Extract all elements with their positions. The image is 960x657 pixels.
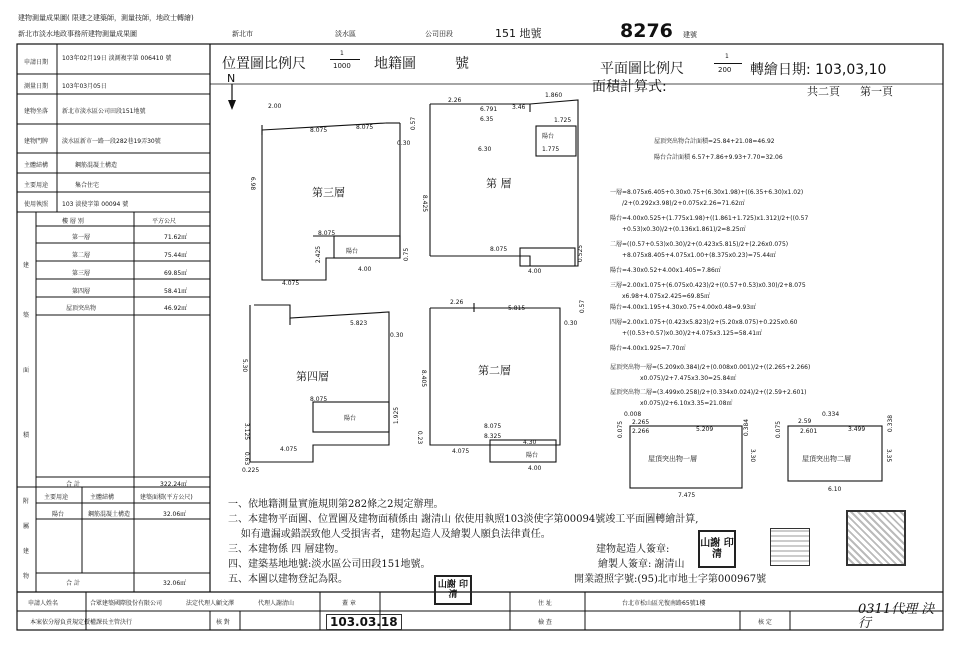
roof-height-2: 3.35 [885, 448, 893, 463]
calc-line: +((0.53+0.57)x0.30)/2+4.075x3.125=58.41㎡ [622, 330, 763, 337]
dim: 0.338 [887, 414, 895, 433]
date-stamp: 103.03.18 [326, 614, 402, 630]
calc-line: x6.98+4.075x2.425=69.85㎡ [622, 293, 711, 300]
check-label: 檢 查 [538, 619, 552, 626]
dim: 4.30 [523, 439, 537, 446]
location-scale-fraction-bar [330, 59, 360, 60]
area-header-floor: 樓 層 別 [62, 218, 84, 225]
dim: 1.925 [393, 406, 401, 425]
section-label-3: 面 [23, 367, 30, 374]
note-3: 三、本建物係 四 層建物。 [228, 544, 345, 555]
calc-line: x0.075)/2+6.10x3.35=21.08㎡ [640, 400, 733, 407]
annex-label-3: 建 [23, 548, 30, 555]
dim: 8.075 [490, 246, 508, 253]
plan-scale-label: 平面圖比例尺 [600, 61, 684, 77]
dim: 5.30 [241, 358, 249, 373]
calc-line: 屋頂突出物一層=(5.209x0.384)/2+(0.008x0.001)/2+((2.265+2.266) [610, 364, 811, 371]
annex-label-1: 附 [23, 498, 30, 505]
dim: 2.26 [448, 97, 462, 104]
calc-line: 屋頂突出物二層=(3.499x0.258)/2+(0.334x0.024)/2+((2.59+2.601) [610, 389, 807, 396]
dim: 0.334 [822, 411, 840, 418]
plan-scale-num: 1 [725, 53, 729, 60]
annex-row-area: 32.06㎡ [163, 511, 187, 518]
calc-line: 陽台=4.30x0.52+4.00x1.405=7.86㎡ [610, 267, 721, 274]
floor-area-roof: 46.92㎡ [164, 305, 188, 312]
section-label-1: 建 [23, 262, 30, 269]
applicant-label: 申請人姓名 [28, 600, 59, 607]
dim: 0.075 [617, 420, 625, 439]
office-authorization: 本案依分層負責規定授權課長主管決行 [30, 619, 133, 626]
dim: 6.35 [480, 116, 494, 123]
annex-total-area: 32.06㎡ [163, 580, 187, 587]
calc-line: +8.075x8.405+4.075x1.00+(8.375x0.23)=75.44㎡ [622, 252, 777, 259]
header-title-line1: 建物測量成果圖( 限建之建築師，測量技師，地政士轉繪) [18, 14, 194, 22]
dim: 6.98 [249, 176, 257, 191]
floor-area-1: 71.62㎡ [164, 234, 188, 241]
floor-label-4: 第四層 [296, 370, 329, 383]
dim: 2.26 [450, 299, 464, 306]
dim: 1.860 [545, 92, 563, 99]
dim: 4.00 [528, 465, 542, 472]
roof-label-1: 屋頂突出物一層 [648, 455, 697, 463]
dim: 0.75 [403, 247, 411, 262]
header-district: 淡水區 [335, 30, 356, 38]
dim: 5.823 [350, 320, 368, 327]
floor-area-4: 58.41㎡ [164, 288, 188, 295]
note-2b: 如有遺漏或錯誤致他人受損害者，建物起造人及繪製人願負法律責任。 [228, 529, 551, 540]
owner-signature-label: 建物起造人簽章: [596, 544, 670, 555]
license-number: 開業證照字號:(95)北市地士字第000967號 [574, 574, 767, 585]
header-lot: 151 地號 [495, 27, 542, 40]
section-label-2: 築 [23, 312, 30, 319]
dim: 0.075 [775, 420, 783, 439]
dim: 8.075 [310, 396, 328, 403]
calc-line: x0.075)/2+7.475x3.30=25.84㎡ [640, 375, 737, 382]
address-label: 住 址 [538, 600, 552, 607]
north-label: N [227, 72, 236, 85]
calc-line: 一層=8.075x6.405+0.30x0.75+(6.30x1.98)+((6.35+6.30)x1.02) [610, 189, 804, 196]
note-2: 二、本建物平面圖、位置圖及建物面積係由 謝清山 依使用執照103淡使字第00094號竣工平面圖轉繪計算, [228, 514, 699, 525]
note-5: 五、本圖以建物登記為限。 [228, 574, 348, 585]
dim: 3.499 [848, 426, 866, 433]
dim: 8.075 [356, 124, 374, 131]
row-value-location: 新北市淡水區公司田段151地號 [62, 108, 146, 115]
row-label-license: 使用執照 [24, 201, 49, 208]
dim: 8.425 [421, 194, 429, 213]
location-scale-den: 1000 [333, 62, 351, 70]
balcony-label-3: 陽台 [346, 248, 359, 255]
dim: 3.46 [512, 104, 526, 111]
floor-area-3: 69.85㎡ [164, 270, 188, 277]
floor-area-2: 75.44㎡ [164, 252, 188, 259]
row-label-apply-date: 申請日期 [24, 59, 49, 66]
annex-label-4: 物 [23, 573, 30, 580]
plan-scale-fraction-bar [714, 63, 742, 64]
dim: 0.57 [579, 299, 587, 314]
floor-label-1: 第 層 [486, 177, 512, 190]
roof-label-2: 屋頂突出物二層 [802, 455, 851, 463]
dim: 4.075 [452, 448, 470, 455]
dim: 4.00 [528, 268, 542, 275]
dim: 0.30 [390, 332, 404, 339]
calc-line: +0.53)x0.30)/2+(0.136x1.861)/2=8.25㎡ [622, 226, 746, 233]
agent-name: 代理人謝清山 [258, 600, 295, 607]
annex-label-2: 屬 [23, 523, 30, 530]
dim: 2.601 [800, 428, 818, 435]
dim: 0.30 [397, 140, 411, 147]
balcony-label-1: 陽台 [542, 133, 555, 140]
roof-width-1: 7.475 [678, 492, 696, 499]
annex-header-area: 建築面積(平方公尺) [140, 494, 193, 501]
legal-rep: 法定代理人顧文澤 [186, 600, 235, 607]
row-label-use: 主要用途 [24, 182, 49, 189]
dim: 2.59 [798, 418, 812, 425]
calc-line: 四層=2.00x1.075+(0.423x5.823)/2+(5.20x8.075)+0.225x0.60 [610, 319, 798, 326]
seal-stamp: 山謝 印清 [698, 530, 736, 568]
header-city: 新北市 [232, 30, 253, 38]
dim: 0.30 [564, 320, 578, 327]
drawer-signature: 繪製人簽章: 謝清山 [598, 559, 685, 570]
location-scale-label: 位置圖比例尺 [222, 56, 306, 72]
balcony-label-4: 陽台 [344, 415, 357, 422]
dim: 8.075 [310, 127, 328, 134]
annex-row-use: 陽台 [52, 511, 65, 518]
qr-seal-icon [770, 528, 810, 566]
dim: 1.775 [542, 146, 560, 153]
dim: 0.008 [624, 411, 642, 418]
plan-scale-den: 200 [718, 66, 732, 74]
dim: 1.725 [554, 117, 572, 124]
calc-line: 陽台=4.00x0.525+(1.775x1.98)+((1.861+1.725)x1.312)/2+((0.57 [610, 215, 809, 222]
dim: 4.075 [280, 446, 298, 453]
roof-width-2: 6.10 [828, 486, 842, 493]
total-area: 322.24㎡ [160, 481, 187, 488]
dim: 0.525 [577, 244, 585, 263]
dim: 2.265 [632, 419, 650, 426]
area-header-sqm: 平方公尺 [152, 218, 177, 225]
dim: 8.075 [318, 230, 336, 237]
handwritten-approval: 0311代理 決行 [858, 602, 935, 631]
floor-name-3: 第三層 [72, 270, 91, 277]
calc-line: 陽台=4.00x1.925=7.70㎡ [610, 345, 686, 352]
dim: 4.075 [282, 280, 300, 287]
calc-line: 三層=2.00x1.075+(6.075x0.423)/2+((0.57+0.53)x0.30)/2+8.075 [610, 282, 806, 289]
dim: 5.209 [696, 426, 714, 433]
building-number-suffix: 建號 [683, 31, 697, 39]
row-value-apply-date: 103年02月19日 淡測複字第 006410 號 [62, 55, 172, 62]
dim: 3.125 [243, 422, 251, 441]
annex-total-label: 合 計 [66, 580, 80, 587]
calc-line: 屋頂突出物合計面積=25.84+21.08=46.92 [654, 138, 775, 145]
applicant-name: 合眾建築國際股份有限公司 [90, 600, 163, 607]
annex-row-structure: 鋼筋混凝土構造 [88, 511, 131, 518]
dim: 0.384 [743, 418, 751, 437]
dim: 2.425 [315, 245, 323, 264]
cadastral-label: 地籍圖 [374, 56, 416, 72]
note-4: 四、建築基地地號:淡水區公司田段151地號。 [228, 559, 431, 570]
approve-label: 核 定 [758, 619, 772, 626]
dim: 5.815 [508, 305, 526, 312]
calc-line: 二層=((0.57+0.53)x0.30)/2+(0.423x5.815)/2+(2.26x0.075) [610, 241, 789, 248]
cadastral-no: 號 [455, 56, 469, 72]
header-section: 公司田段 [425, 30, 453, 38]
floor-label-2: 第二層 [478, 364, 511, 377]
row-value-survey-date: 103年03月05日 [62, 83, 107, 90]
calc-line: 陽台合計面積 6.57+7.86+9.93+7.70=32.06 [654, 154, 783, 161]
seal-label: 蓋 章 [342, 600, 356, 607]
calc-line: /2+(0.292x3.98)/2+0.075x2.26=71.62㎡ [622, 200, 745, 207]
location-scale-num: 1 [340, 50, 344, 57]
floor-name-2: 第二層 [72, 252, 91, 259]
row-label-address: 建物門牌 [24, 138, 49, 145]
address-value: 台北市松山區光復南路65號1樓 [622, 600, 706, 607]
dim: 8.075 [484, 423, 502, 430]
area-formula-label: 面積計算式: [592, 79, 667, 95]
calc-line: 陽台=4.00x1.195+4.30x0.75+4.00x0.48=9.93㎡ [610, 304, 757, 311]
row-label-structure: 主體結構 [24, 162, 49, 169]
header-title-line2: 新北市淡水地政事務所建物測量成果圖 [18, 30, 137, 38]
page-current: 第一頁 [860, 85, 893, 98]
official-seal-icon [846, 510, 906, 566]
verify-label: 核 對 [216, 619, 230, 626]
row-value-license: 103 淡使字第 00094 號 [62, 201, 129, 208]
dim: 0.225 [242, 467, 260, 474]
floor-name-roof: 屋頂突出物 [66, 305, 97, 312]
section-label-4: 積 [23, 432, 30, 439]
balcony-label-2: 陽台 [526, 452, 539, 459]
row-label-location: 建物坐落 [24, 108, 49, 115]
dim: 0.63 [243, 451, 251, 466]
note-1: 一、依地籍測量實施規則第282條之2規定辦理。 [228, 499, 444, 510]
dim: 4.00 [358, 266, 372, 273]
dim: 8.405 [420, 369, 428, 388]
floor-name-4: 第四層 [72, 288, 91, 295]
dim: 2.00 [268, 103, 282, 110]
row-value-address: 淡水區新市一路一段282巷19弄30號 [62, 138, 161, 145]
annex-header-structure: 主體結構 [90, 494, 115, 501]
building-number: 8276 [620, 20, 673, 42]
floor-name-1: 第一層 [72, 234, 91, 241]
roof-height-1: 3.30 [749, 448, 757, 463]
dim: 0.57 [410, 116, 418, 131]
dim: 6.30 [478, 146, 492, 153]
pages-total: 共二頁 [807, 85, 840, 98]
seal-stamp-small: 山謝 印清 [434, 575, 472, 605]
floor-label-3: 第三層 [312, 186, 345, 199]
total-label: 合 計 [66, 481, 80, 488]
dim: 6.791 [480, 106, 498, 113]
row-value-use: 集合住宅 [75, 182, 100, 189]
dim: 0.23 [416, 430, 424, 445]
transfer-date: 轉繪日期: 103,03,10 [750, 62, 887, 78]
row-label-survey-date: 測量日期 [24, 83, 49, 90]
dim: 8.325 [484, 433, 502, 440]
annex-header-use: 主要用途 [44, 494, 69, 501]
dim: 2.266 [632, 428, 650, 435]
row-value-structure: 鋼筋混凝土構造 [75, 162, 118, 169]
